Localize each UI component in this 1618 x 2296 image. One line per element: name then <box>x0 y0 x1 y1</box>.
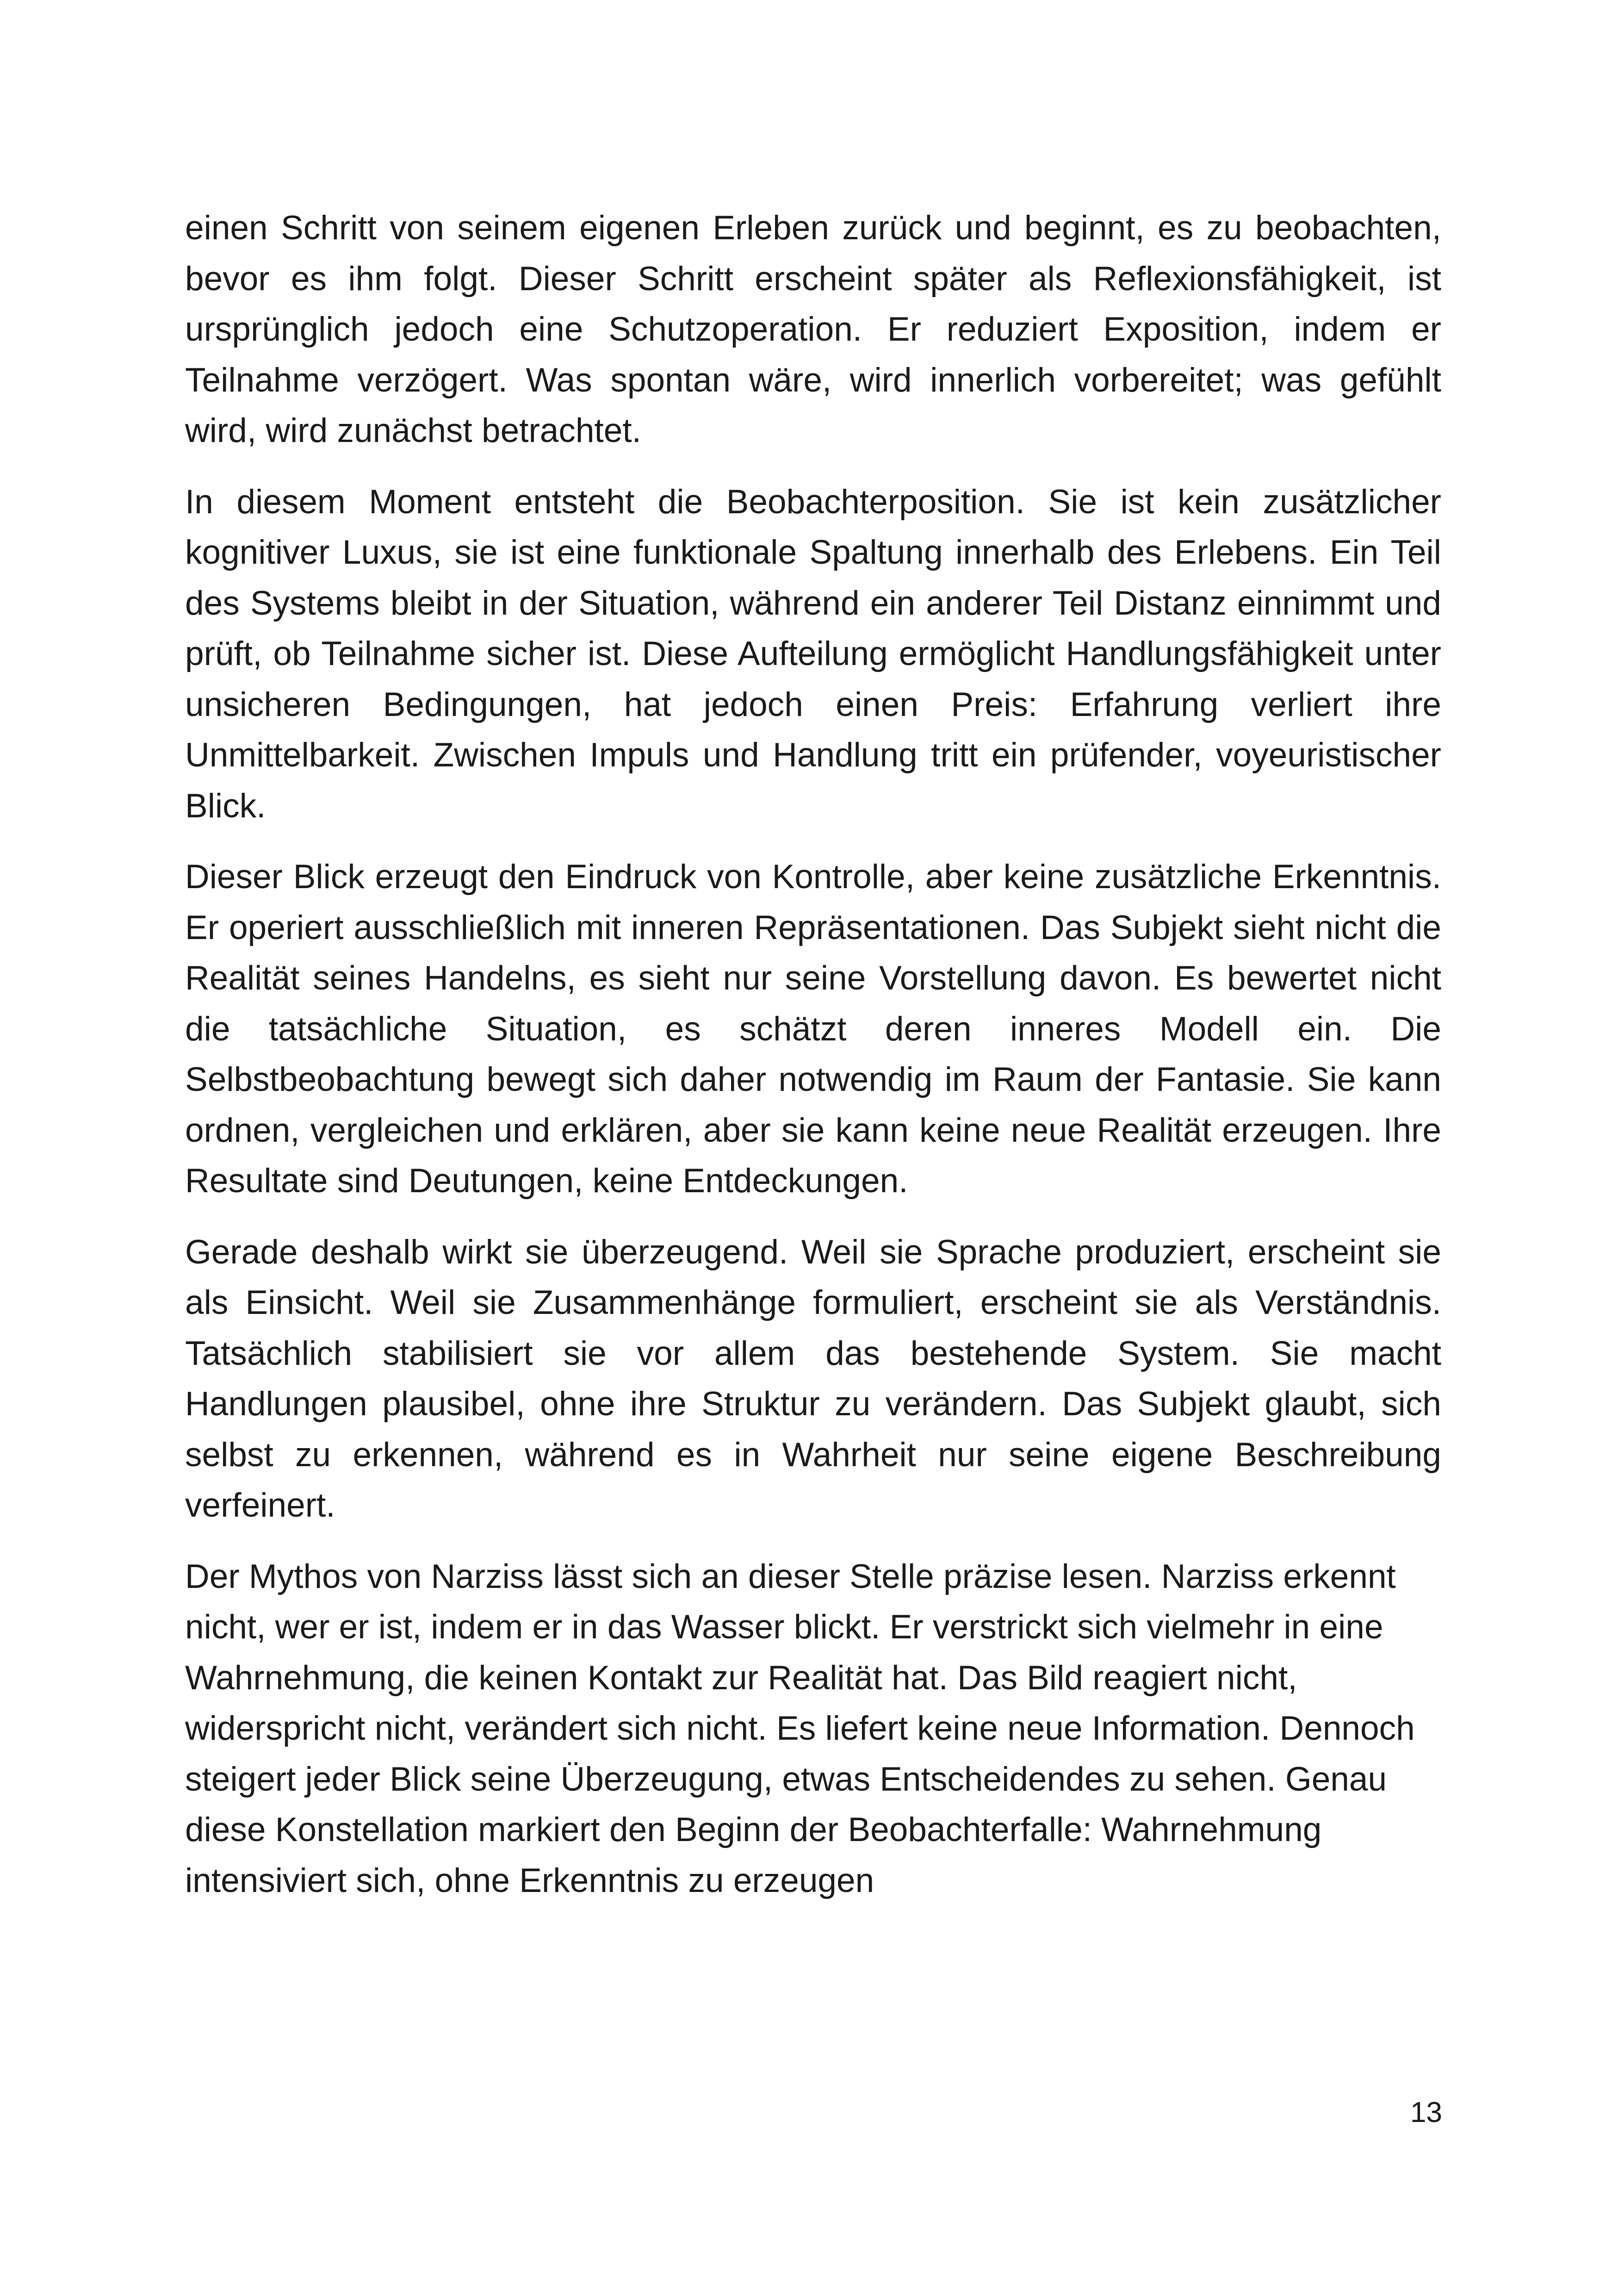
paragraph-5: Der Mythos von Narziss lässt sich an dieser Stelle präzise lesen. Narziss erkennt nicht, wer er ist, indem er in das Wasser blickt. Er verstrickt sich vielmehr in eine Wahrnehmung, die keinen Kontakt zur Realität hat. Das Bild reagiert nicht, widerspricht nicht, verändert sich nicht. Es liefert keine neue Information. Dennoch steigert jeder Blick seine Überzeugung, etwas Entscheidendes zu sehen. Genau diese Konstellation markiert den Beginn der Beobachterfalle: Wahrnehmung intensiviert sich, ohne Erkenntnis zu erzeugen <box>185 1557 1415 1899</box>
paragraph-4: Gerade deshalb wirkt sie überzeugend. Weil sie Sprache produziert, erscheint sie als Einsicht. Weil sie Zusammenhänge formuliert, erscheint sie als Verständnis. Tatsächlich stabilisiert sie vor allem das bestehende System. Sie macht Handlungen plausibel, ohne ihre Struktur zu verändern. Das Subjekt glaubt, sich selbst zu erkennen, während es in Wahrheit nur seine eigene Beschreibung verfeinert. <box>185 1233 1441 1524</box>
paragraph-2: In diesem Moment entsteht die Beobachterposition. Sie ist kein zusätzlicher kognitiver Luxus, sie ist eine funktionale Spaltung innerhalb des Erlebens. Ein Teil des Systems bleibt in der Situation, während ein anderer Teil Distanz einnimmt und prüft, ob Teilnahme sicher ist. Diese Aufteilung ermöglicht Handlungsfähigkeit unter unsicheren Bedingungen, hat jedoch einen Preis: Erfahrung verliert ihre Unmittelbarkeit. Zwischen Impuls und Handlung tritt ein prüfender, voyeuristischer Blick. <box>185 483 1441 825</box>
body-text <box>185 203 1441 1926</box>
paragraph-1: einen Schritt von seinem eigenen Erleben zurück und beginnt, es zu beobachten, bevor es ihm folgt. Dieser Schritt erscheint später als Reflexionsfähigkeit, ist ursprünglich jedoch eine Schutzoperation. Er reduziert Exposition, indem er Teilnahme verzögert. Was spontan wäre, wird innerlich vorbereitet; was gefühlt wird, wird zunächst betrachtet. <box>185 209 1441 449</box>
page-number: 13 <box>1410 2097 1442 2128</box>
paragraph-3: Dieser Blick erzeugt den Eindruck von Kontrolle, aber keine zusätzliche Erkenntnis. Er operiert ausschließlich mit inneren Repräsentationen. Das Subjekt sieht nicht die Realität seines Handelns, es sieht nur seine Vorstellung davon. Es bewertet nicht die tatsächliche Situation, es schätzt deren inneres Modell ein. Die Selbstbeobachtung bewegt sich daher notwendig im Raum der Fantasie. Sie kann ordnen, vergleichen und erklären, aber sie kann keine neue Realität erzeugen. Ihre Resultate sind Deutungen, keine Entdeckungen. <box>185 858 1441 1200</box>
